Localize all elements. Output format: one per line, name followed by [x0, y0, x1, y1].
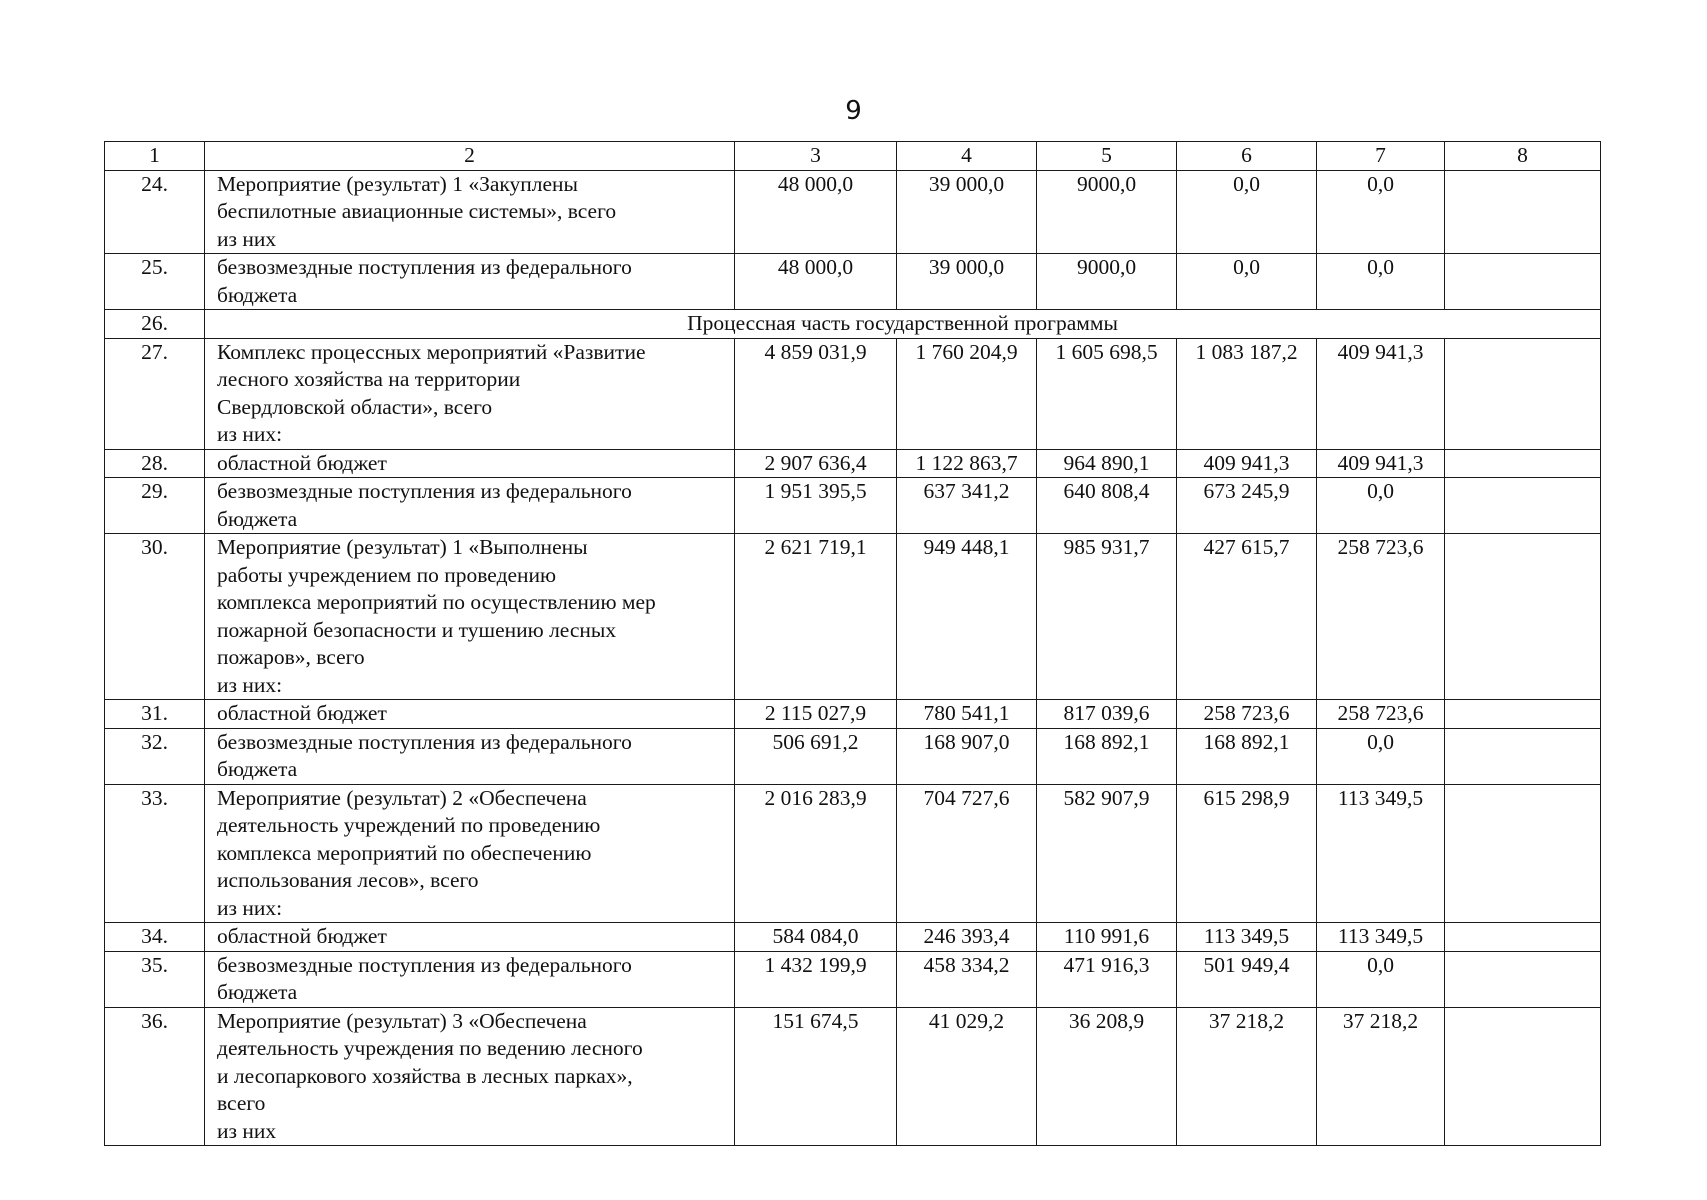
description-line: из них:: [217, 895, 283, 920]
value-cell-v6: 673 245,9: [1177, 478, 1317, 534]
column-header: 3: [735, 142, 897, 171]
value-cell-v8: [1445, 338, 1601, 449]
value-cell-v5: 640 808,4: [1037, 478, 1177, 534]
description-line: Мероприятие (результат) 1 «Закуплены: [217, 171, 579, 196]
value-cell-v4: 246 393,4: [897, 923, 1037, 952]
value-cell-v6: 0,0: [1177, 170, 1317, 254]
description-line: бюджета: [217, 980, 298, 1004]
value-cell-v6: 113 349,5: [1177, 923, 1317, 952]
value-cell-v4: 949 448,1: [897, 534, 1037, 700]
description-line: деятельность учреждений по проведению: [217, 813, 601, 837]
value-cell-v5: 9000,0: [1037, 170, 1177, 254]
description-line: бюджета: [217, 506, 298, 531]
value-cell-v7: 409 941,3: [1317, 338, 1445, 449]
value-cell-v4: 637 341,2: [897, 478, 1037, 534]
value-cell-v3: 151 674,5: [735, 1007, 897, 1146]
value-cell-v5: 817 039,6: [1037, 700, 1177, 729]
description-line: использования лесов», всего: [217, 868, 479, 892]
page-number: 9: [845, 96, 862, 126]
table-row: [105, 951, 1601, 1007]
value-cell-v8: [1445, 784, 1601, 923]
row-number: 26.: [105, 310, 205, 339]
section-row: [105, 310, 1601, 339]
value-cell-v8: [1445, 1007, 1601, 1146]
row-number: 31.: [105, 700, 205, 729]
value-cell-v4: 168 907,0: [897, 728, 1037, 784]
description-line: комплекса мероприятий по обеспечению: [217, 840, 592, 865]
description-line: безвозмездные поступления из федерального: [217, 729, 632, 754]
row-description: [205, 951, 735, 1007]
description-line: беспилотные авиационные системы», всего: [217, 199, 617, 223]
description-line: комплекса мероприятий по осуществлению мер: [217, 590, 656, 614]
table-row: [105, 1007, 1601, 1146]
value-cell-v8: [1445, 534, 1601, 700]
value-cell-v6: 615 298,9: [1177, 784, 1317, 923]
row-number: 33.: [105, 784, 205, 923]
value-cell-v6: 0,0: [1177, 254, 1317, 310]
value-cell-v6: 168 892,1: [1177, 728, 1317, 784]
description-line: лесного хозяйства на территории: [217, 367, 521, 391]
value-cell-v3: 1 432 199,9: [735, 951, 897, 1007]
description-line: деятельность учреждения по ведению лесного: [217, 1036, 643, 1060]
description-line: Комплекс процессных мероприятий «Развитие: [217, 339, 646, 364]
value-cell-v8: [1445, 951, 1601, 1007]
value-cell-v5: 36 208,9: [1037, 1007, 1177, 1146]
value-cell-v6: 427 615,7: [1177, 534, 1317, 700]
value-cell-v3: 1 951 395,5: [735, 478, 897, 534]
value-cell-v7: 0,0: [1317, 478, 1445, 534]
value-cell-v7: 0,0: [1317, 170, 1445, 254]
value-cell-v6: 501 949,4: [1177, 951, 1317, 1007]
row-description: [205, 254, 735, 310]
row-number: 29.: [105, 478, 205, 534]
table-row: [105, 170, 1601, 254]
row-number: 28.: [105, 449, 205, 478]
value-cell-v8: [1445, 449, 1601, 478]
description-line: работы учреждением по проведению: [217, 562, 557, 587]
description-line: пожаров», всего: [217, 645, 365, 669]
value-cell-v5: 964 890,1: [1037, 449, 1177, 478]
description-line: из них: [217, 226, 277, 251]
row-description: [205, 700, 735, 729]
description-line: из них:: [217, 672, 283, 697]
description-line: Мероприятие (результат) 1 «Выполнены: [217, 535, 588, 559]
column-header: 8: [1445, 142, 1601, 171]
row-number: 25.: [105, 254, 205, 310]
value-cell-v3: 48 000,0: [735, 170, 897, 254]
table-row: [105, 478, 1601, 534]
row-description: [205, 478, 735, 534]
description-line: областной бюджет: [217, 924, 387, 948]
value-cell-v5: 110 991,6: [1037, 923, 1177, 952]
description-line: всего: [217, 1091, 266, 1115]
value-cell-v6: 1 083 187,2: [1177, 338, 1317, 449]
table-row: [105, 923, 1601, 952]
value-cell-v5: 582 907,9: [1037, 784, 1177, 923]
row-description: [205, 1007, 735, 1146]
value-cell-v5: 1 605 698,5: [1037, 338, 1177, 449]
description-line: областной бюджет: [217, 450, 387, 475]
row-description: [205, 338, 735, 449]
value-cell-v3: 48 000,0: [735, 254, 897, 310]
description-line: бюджета: [217, 757, 298, 781]
description-line: безвозмездные поступления из федерального: [217, 479, 632, 503]
value-cell-v3: 2 907 636,4: [735, 449, 897, 478]
value-cell-v6: 37 218,2: [1177, 1007, 1317, 1146]
row-number: 24.: [105, 170, 205, 254]
row-description: [205, 534, 735, 700]
row-description: [205, 728, 735, 784]
table-row: [105, 784, 1601, 923]
value-cell-v8: [1445, 923, 1601, 952]
description-line: бюджета: [217, 282, 298, 307]
value-cell-v3: 506 691,2: [735, 728, 897, 784]
description-line: из них: [217, 1118, 277, 1143]
value-cell-v4: 39 000,0: [897, 254, 1037, 310]
column-header: 2: [205, 142, 735, 171]
value-cell-v3: 2 115 027,9: [735, 700, 897, 729]
table-row: [105, 534, 1601, 700]
table-row: [105, 338, 1601, 449]
value-cell-v5: 985 931,7: [1037, 534, 1177, 700]
value-cell-v4: 704 727,6: [897, 784, 1037, 923]
value-cell-v5: 168 892,1: [1037, 728, 1177, 784]
value-cell-v5: 9000,0: [1037, 254, 1177, 310]
row-number: 35.: [105, 951, 205, 1007]
value-cell-v7: 0,0: [1317, 951, 1445, 1007]
description-line: Свердловской области», всего: [217, 394, 493, 419]
row-number: 32.: [105, 728, 205, 784]
value-cell-v5: 471 916,3: [1037, 951, 1177, 1007]
value-cell-v8: [1445, 728, 1601, 784]
row-number: 34.: [105, 923, 205, 952]
value-cell-v7: 258 723,6: [1317, 700, 1445, 729]
row-description: [205, 449, 735, 478]
description-line: пожарной безопасности и тушению лесных: [217, 617, 617, 642]
value-cell-v4: 780 541,1: [897, 700, 1037, 729]
value-cell-v4: 1 122 863,7: [897, 449, 1037, 478]
value-cell-v7: 409 941,3: [1317, 449, 1445, 478]
description-line: безвозмездные поступления из федерального: [217, 255, 632, 279]
column-header: 5: [1037, 142, 1177, 171]
row-number: 27.: [105, 338, 205, 449]
value-cell-v3: 2 016 283,9: [735, 784, 897, 923]
value-cell-v7: 37 218,2: [1317, 1007, 1445, 1146]
value-cell-v4: 458 334,2: [897, 951, 1037, 1007]
description-line: из них:: [217, 422, 283, 446]
value-cell-v6: 258 723,6: [1177, 700, 1317, 729]
description-line: областной бюджет: [217, 701, 387, 725]
description-line: безвозмездные поступления из федерального: [217, 952, 632, 977]
row-description: [205, 923, 735, 952]
table-row: [105, 728, 1601, 784]
section-title: Процессная часть государственной программы: [205, 310, 1601, 339]
column-header: 7: [1317, 142, 1445, 171]
table-row: [105, 449, 1601, 478]
value-cell-v7: 0,0: [1317, 728, 1445, 784]
description-line: и лесопаркового хозяйства в лесных парках»,: [217, 1063, 633, 1088]
value-cell-v8: [1445, 170, 1601, 254]
row-number: 30.: [105, 534, 205, 700]
row-description: [205, 784, 735, 923]
value-cell-v7: 258 723,6: [1317, 534, 1445, 700]
value-cell-v6: 409 941,3: [1177, 449, 1317, 478]
value-cell-v8: [1445, 700, 1601, 729]
value-cell-v3: 2 621 719,1: [735, 534, 897, 700]
budget-table: [104, 141, 1601, 1146]
column-header: 6: [1177, 142, 1317, 171]
column-header: 1: [105, 142, 205, 171]
description-line: Мероприятие (результат) 2 «Обеспечена: [217, 785, 587, 810]
description-line: Мероприятие (результат) 3 «Обеспечена: [217, 1008, 587, 1033]
value-cell-v3: 4 859 031,9: [735, 338, 897, 449]
value-cell-v7: 113 349,5: [1317, 923, 1445, 952]
value-cell-v7: 0,0: [1317, 254, 1445, 310]
table-row: [105, 700, 1601, 729]
value-cell-v8: [1445, 254, 1601, 310]
table-row: [105, 254, 1601, 310]
row-number: 36.: [105, 1007, 205, 1146]
header-row: [105, 142, 1601, 171]
value-cell-v8: [1445, 478, 1601, 534]
value-cell-v4: 39 000,0: [897, 170, 1037, 254]
row-description: [205, 170, 735, 254]
value-cell-v4: 41 029,2: [897, 1007, 1037, 1146]
column-header: 4: [897, 142, 1037, 171]
value-cell-v3: 584 084,0: [735, 923, 897, 952]
value-cell-v7: 113 349,5: [1317, 784, 1445, 923]
value-cell-v4: 1 760 204,9: [897, 338, 1037, 449]
